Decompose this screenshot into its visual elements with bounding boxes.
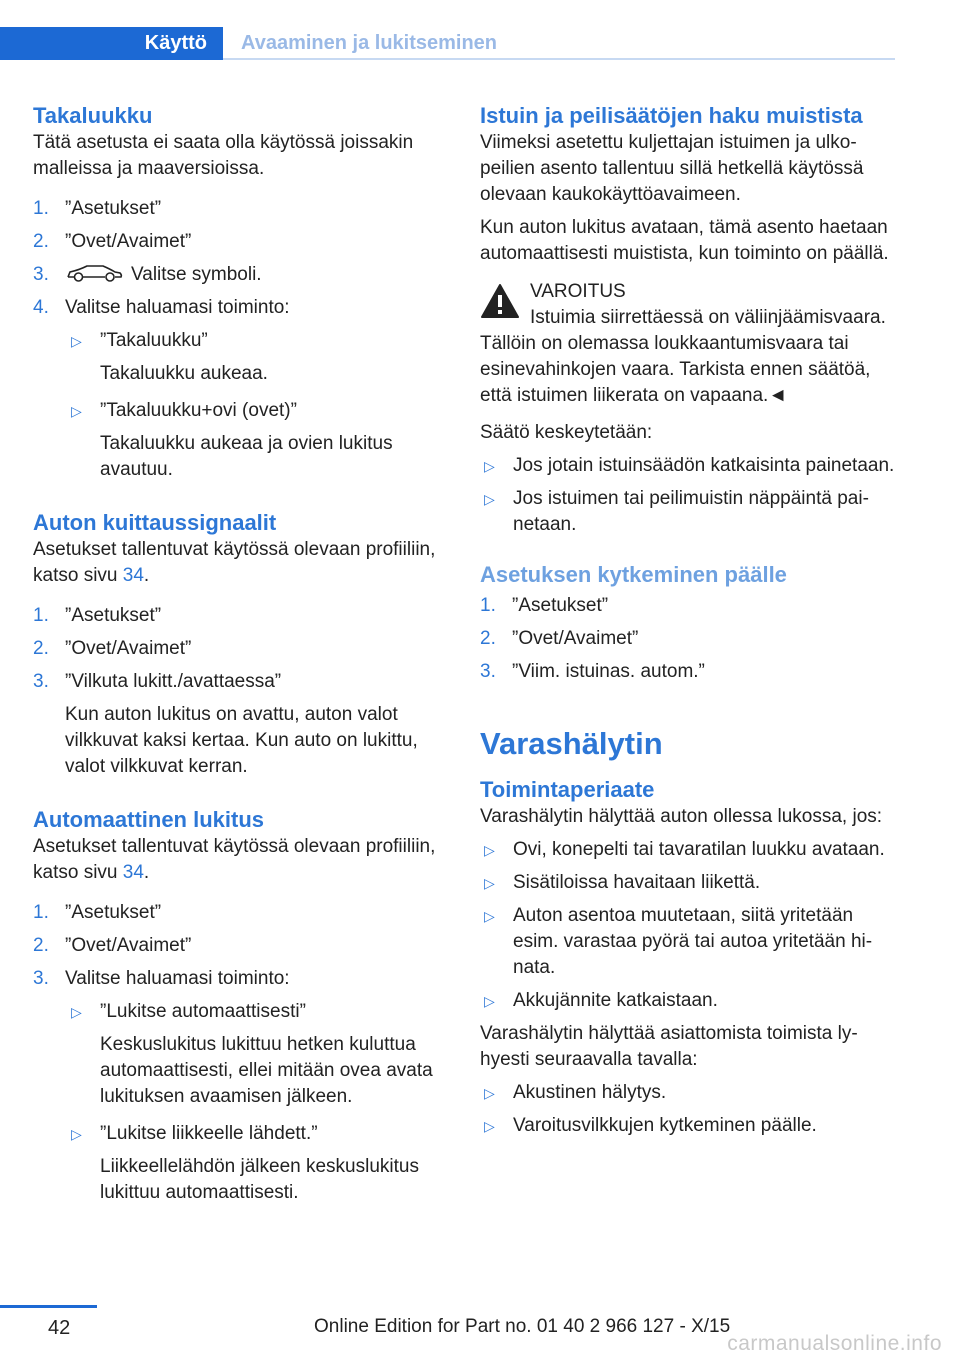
list-item: ▷ Akkujännite katkaistaan. bbox=[480, 988, 896, 1014]
edition-note: Online Edition for Part no. 01 40 2 966 127 - X/15 bbox=[314, 1316, 731, 1337]
step-3: 3. ”Viim. istuinas. autom.” bbox=[480, 661, 705, 682]
list-item: ▷ Jos istuimen tai peilimuistin näppäintä painetaan. bbox=[484, 488, 869, 535]
option-item: ▷ ”Lukitse liikkeelle lähdett.” Liikkeellelähdön jälkeen keskuslukitus lukittuu automaattisesti. bbox=[71, 1123, 419, 1203]
triangle-bullet-icon: ▷ bbox=[484, 908, 495, 924]
warning-triangle-icon bbox=[480, 283, 520, 319]
section-varashalytin bbox=[480, 724, 896, 1139]
list-item: ▷ Varoitusvilkkujen kytkeminen päälle. bbox=[480, 1113, 896, 1139]
step-1: 1. ”Asetukset” bbox=[33, 605, 162, 626]
right-column bbox=[480, 102, 896, 1139]
step-2: 2. ”Ovet/Avaimet” bbox=[480, 628, 639, 649]
section-label: Käyttö bbox=[144, 32, 207, 54]
step-1: 1. ”Asetukset” bbox=[33, 902, 162, 923]
section-title: Istuin ja peilisäätöjen haku muistista bbox=[480, 103, 863, 128]
option-item: ▷ ”Takaluukku” Takaluukku aukeaa. bbox=[71, 330, 268, 384]
section-title: Automaattinen lukitus bbox=[33, 807, 265, 832]
paragraph: Varashälytin hälyttää asiattomista toimista lyhyesti seuraavalla tavalla: bbox=[480, 1023, 858, 1070]
section-kuittaussignaalit bbox=[33, 509, 451, 780]
header-rule bbox=[223, 58, 895, 60]
paragraph: Viimeksi asetettu kuljettajan istuimen ja ulkopeilien asento tallentuu sillä hetkellä käytössä olevaan kaukokäyttöavaimeen. bbox=[480, 132, 864, 205]
triangle-bullet-icon: ▷ bbox=[484, 491, 495, 507]
warning-text: Istuimia siirrettäessä on väliinjäämisvaara. Tällöin on olemassa loukkaantumisvaara tai esinevahinkojen vaara. Tarkista ennen säätöä, että istuimen liikerata on vapaana.◄ bbox=[480, 307, 886, 406]
chapter-label: Avaaminen ja lukitseminen bbox=[241, 32, 498, 54]
page-header bbox=[0, 27, 895, 63]
warning-title: VAROITUS bbox=[530, 281, 626, 302]
warning-box bbox=[480, 279, 896, 409]
left-column bbox=[33, 102, 451, 1206]
triangle-bullet-icon: ▷ bbox=[484, 1085, 495, 1101]
triangle-bullet-icon: ▷ bbox=[71, 333, 82, 349]
chapter-title: Varashälytin bbox=[480, 726, 663, 761]
section-tab bbox=[0, 27, 223, 60]
step-3: 3. Valitse symboli. bbox=[33, 264, 262, 285]
section-takaluukku bbox=[33, 102, 451, 483]
section-title: Auton kuittaussignaalit bbox=[33, 510, 277, 535]
section-title: Takaluukku bbox=[33, 103, 153, 128]
section-title: Toimintaperiaate bbox=[480, 777, 655, 802]
page-link[interactable]: 34 bbox=[122, 565, 144, 586]
paragraph: Säätö keskeytetään: bbox=[480, 422, 653, 443]
list-item: ▷ Ovi, konepelti tai tavaratilan luukku avataan. bbox=[480, 837, 896, 863]
page-number: 42 bbox=[48, 1317, 71, 1339]
triangle-bullet-icon: ▷ bbox=[71, 403, 82, 419]
triangle-bullet-icon: ▷ bbox=[484, 842, 495, 858]
triangle-bullet-icon: ▷ bbox=[484, 993, 495, 1009]
triangle-bullet-icon: ▷ bbox=[484, 458, 495, 474]
step-2: 2. ”Ovet/Avaimet” bbox=[33, 935, 192, 956]
page-link[interactable]: 34 bbox=[122, 862, 144, 883]
step-2: 2. ”Ovet/Avaimet” bbox=[33, 638, 192, 659]
section-muistihaku bbox=[480, 102, 896, 538]
section-intro: Asetukset tallentuvat käytössä olevaan profiiliin, katso sivu 34. bbox=[33, 539, 436, 586]
list-item: ▷ Sisätiloissa havaitaan liikettä. bbox=[480, 870, 896, 896]
triangle-bullet-icon: ▷ bbox=[484, 875, 495, 891]
section-asetuksen-kytkeminen bbox=[480, 561, 896, 685]
car-outline-icon bbox=[65, 263, 123, 283]
triangle-bullet-icon: ▷ bbox=[71, 1004, 82, 1020]
watermark: carmanualsonline.info bbox=[727, 1332, 942, 1355]
step-4: 4. Valitse haluamasi toiminto: bbox=[33, 297, 290, 318]
section-intro: Asetukset tallentuvat käytössä olevaan profiiliin, katso sivu 34. bbox=[33, 836, 436, 883]
option-item: ▷ ”Takaluukku+ovi (ovet)” Takaluukku aukeaa ja ovien lukitus avautuu. bbox=[71, 400, 393, 480]
paragraph: Kun auton lukitus avataan, tämä asento haetaan automaattisesti muistista, kun toiminto on päällä. bbox=[480, 217, 889, 264]
paragraph: Varashälytin hälyttää auton ollessa lukossa, jos: bbox=[480, 806, 883, 827]
triangle-bullet-icon: ▷ bbox=[71, 1126, 82, 1142]
list-item: ▷ Auton asentoa muutetaan, siitä yritetään esim. varastaa pyörä tai autoa yritetään hinata. bbox=[484, 905, 873, 978]
step-3: 3. Valitse haluamasi toiminto: bbox=[33, 968, 290, 989]
footer-rule bbox=[0, 1305, 97, 1308]
step-3: 3. ”Vilkuta lukitt./avattaessa” Kun auton lukitus on avattu, auton valot vilkkuvat kaksi kertaa. Kun auto on lukittu, valot vilkkuvat kerran. bbox=[33, 671, 418, 777]
step-1: 1. ”Asetukset” bbox=[33, 198, 162, 219]
section-automaattinen-lukitus bbox=[33, 806, 451, 1206]
list-item: ▷ Jos jotain istuinsäädön katkaisinta painetaan. bbox=[480, 453, 896, 479]
section-title: Asetuksen kytkeminen päälle bbox=[480, 562, 787, 587]
option-item: ▷ ”Lukitse automaattisesti” Keskuslukitus lukittuu hetken kuluttua automaattisesti, ellei mitään ovea avata lukituksen avaamisen jälkeen. bbox=[71, 1001, 433, 1107]
triangle-bullet-icon: ▷ bbox=[484, 1118, 495, 1134]
step-2: 2. ”Ovet/Avaimet” bbox=[33, 231, 192, 252]
step-1: 1. ”Asetukset” bbox=[480, 595, 609, 616]
section-intro: Tätä asetusta ei saata olla käytössä joissakin malleissa ja maaversioissa. bbox=[33, 132, 414, 179]
list-item: ▷ Akustinen hälytys. bbox=[480, 1080, 896, 1106]
